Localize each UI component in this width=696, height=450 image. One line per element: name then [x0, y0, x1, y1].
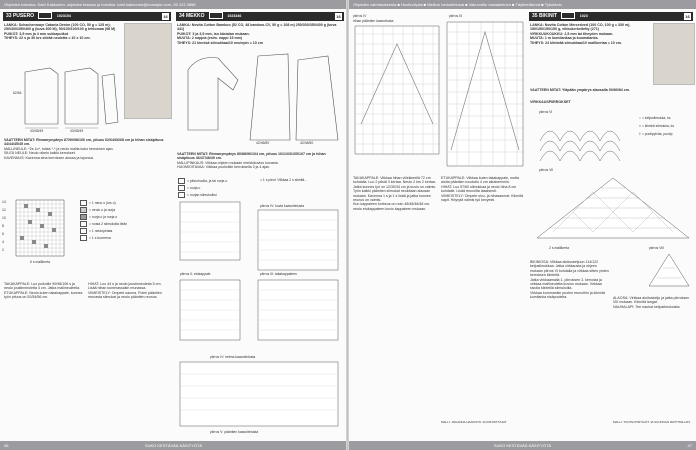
mekko-header	[176, 12, 344, 21]
left-page	[0, 0, 347, 450]
legend-item: = neulo o ja nurja	[80, 207, 115, 213]
legend-item: = nurja o ja nurja o	[80, 214, 117, 220]
svg-text:43/45/49: 43/45/49	[30, 129, 44, 133]
mekko-title: 34 MEKKO	[179, 13, 205, 19]
legend-note: = 1 s pieni: Viikkaa 2 s silmitä...	[260, 178, 308, 182]
bikini-photo	[653, 23, 695, 85]
legend-item: = pitsiohuolla, ja tai nurja o	[178, 178, 227, 184]
legend-item: = nosta 2 silmukoita ileän	[80, 221, 127, 227]
bikini-code: 1023	[579, 14, 588, 18]
middle-footnote: MALLI: JOHANNA HAAVISTO JA KIRJOITTAJAT	[441, 420, 507, 424]
pusero-body-col2: HIHAT: Luo 44 s ja neulo joustinneuletta 5 cm. Lisää hihan kummassakin reunassa. VIIMEISTELY: Ompele sauma. Poimi pääntien reunasta silmukat ja neulo pääntien reunus.	[88, 282, 162, 300]
chart-row-2: 2	[2, 248, 4, 252]
bikini-rep: 2 s mallikerta	[549, 246, 569, 250]
pusero-schematic	[10, 64, 120, 134]
difficulty-icon	[38, 12, 52, 19]
svg-text:42/46/50: 42/46/50	[300, 141, 314, 145]
chart-row-4: 4	[2, 240, 4, 244]
legend-item: = nurja o	[178, 185, 200, 191]
bikini-col2: ALAOSA: Virkkaa aloitusketju ja jatka piirroksen VIII mukaan. Kiinnitä langat. NAUHALAPI: Tee nauhat ketjusilmukoista.	[613, 296, 690, 309]
mekko-code: 1023346	[227, 14, 242, 18]
legend-item: = nurjan silmukoiksi	[178, 192, 217, 198]
mekko-measures: VAATTEEN MITAT: Rinnanympärys 80/88/96/104 cm, pituus 101/103/105/107 cm ja hihan sisäpituus 46/47/48/49 cm. MALLIPINKAUS: Viikkaa ohjeen mukaan merkkikuvion kuvasta. HUOMIOITAVAA: Viikkaa puolivälin kerroksella 3 ja 4 ajan.	[177, 152, 326, 170]
difficulty-icon	[561, 12, 575, 19]
legend-item: = 1 neulopintaa	[80, 228, 112, 234]
left-page-number: 46	[4, 443, 9, 448]
bikini-chart-1	[535, 116, 625, 166]
pusero-code: 1023154	[56, 14, 71, 18]
mekko-number: 16	[336, 14, 341, 19]
chart-caption: 6 s mallikerta	[30, 260, 50, 264]
bikini-number: 16	[685, 14, 690, 19]
right-page	[349, 0, 696, 450]
mekko-schematic	[178, 50, 344, 146]
bikini-caption-1: piirros VI	[539, 110, 553, 114]
pusero-body-col1: TAKAKAPPALE: Luo puikoille 90/98/106 s ja neulo joustinneuletta 4 cm. Jatka mallineuleella. ETUKAPPALE: Neulo kuten takakappale, kunnes työn pituus on 52/54/56 cm.	[4, 282, 83, 300]
legend-item: × = kiinteä silmukka, ks	[639, 124, 675, 128]
right-topbar: Ohjeiden valmistuksesta ■ Huolto/Apila ■ Meikun herkuttelusta ■ Vakuvoittu vastaaminen ■ Täytteellisenä ■ Tykohtelu	[349, 0, 696, 9]
legend-item: = 1 neuo o (krs o)	[80, 200, 116, 206]
mekko-label-hiha: piirros IV: kuvia kaavoitetusta	[260, 204, 304, 208]
mekko-charts	[178, 200, 344, 435]
pusero-photo	[124, 23, 172, 119]
middle-chart-right	[445, 20, 525, 170]
bikini-materials: LANKA: Novita Cotton Mercerized (100 CO, 100 g = 330 m), 150/150/150/150 g, vihkokerkeitetty (271) VIRKKUUKOUKKU: 2,5 mm tai tiheyden mukaan. MUUTA: 1 m kumilankaa ja kuumalanka. TIHEYS: 24 kiinteää silmukkaa/10 mallikertaa = 10 cm.	[530, 23, 631, 45]
svg-text:62/64: 62/64	[13, 91, 22, 95]
middle-fig-left: piirros IV	[353, 14, 367, 18]
chart-row-10: 10	[2, 216, 6, 220]
legend-item: ○ = ketjusilmukka, ks	[639, 116, 671, 120]
svg-text:43/45/49: 43/45/49	[70, 129, 84, 133]
svg-text:42/46/50: 42/46/50	[256, 141, 270, 145]
mekko-label-etu: piirros II: etukappale	[180, 272, 211, 276]
mekko-label-helma2: piirros V: pääntien kaavoitetusta	[210, 430, 259, 434]
left-footer: SUKO KESTÄVÄÄ KÄSITYÖTÄ 46	[0, 441, 347, 450]
right-footer: SUKO KESTÄVÄÄ KÄSITYÖTÄ 47	[349, 441, 696, 450]
chart-row-12: 12	[2, 208, 6, 212]
middle-chart-left	[353, 24, 441, 164]
bikini-caption-3: piirros VIII	[649, 246, 665, 250]
pusero-header	[3, 12, 171, 21]
right-page-number: 47	[687, 443, 692, 448]
bikini-col1: BIKINIOSA: Viikkaa aloitusketjuun 114/122 ketjusilmukkaa. Jatka virkkausta ja ohjeen mukaan piirros VI kohdalla ja virkkaa sitten yhden kerroksen kiinteitä. Jatka virkkaamalla 1. piirroksen 3. kerrosta ja virkkaa mallineuletta kuvion mukaan. Virkkaa sivulla kiinteillä silmukoilla. Virkkaa kummankin puolen reunoihin ja kiinnitä kumilanka sisäpuolelta.	[530, 260, 609, 300]
chart-row-8: 8	[2, 224, 4, 228]
pusero-number: 16	[163, 14, 168, 19]
bikini-footnote: MALLI: TUOTE PIIRTÄJÄT JA SUUNNAN MATTITELIJAT	[613, 420, 691, 424]
bikini-caption-2: piirros VII	[539, 168, 554, 172]
mekko-label-helma: piirros IV: helma kaavoitetusta	[210, 355, 256, 359]
chart-row-6: 6	[2, 232, 4, 236]
legend-item: = 1 s tuoreena	[80, 235, 111, 241]
bikini-chart-3	[645, 250, 693, 290]
pusero-measures: VAATTEEN MITAT: Rinnanympärys 87/90/98/106 cm, pituus 62/64/66/68 cm ja hihan sisäpituus 44/44/45/45 cm. MALLINEULE: *2s 1o*, toista *-* ja neulo mallia koko kerroksen ajan. SILEÄ NEULE: Neulo oikein kaikki kerrokset. KAVENNUS: Kavenna aina kerroksen alussa ja lopussa.	[4, 138, 164, 160]
legend-item: † = puolipylväs, puolip	[639, 132, 673, 136]
middle-fig-left-sub: hihan pääntien kaavoitusta	[353, 19, 394, 23]
middle-fig-right: piirros III	[449, 14, 462, 18]
mekko-label-taka: piirros III: takakappaleen	[260, 272, 297, 276]
chart-row-14: 14	[2, 200, 6, 204]
bikini-chart-2	[533, 172, 693, 244]
bikini-header	[529, 12, 693, 21]
pusero-title: 33 PUSERO	[6, 13, 35, 19]
pusero-materials: LANKA: Schachenmayr Catania Denim (100 CO, 50 g = 125 m); 250/300/350/400 g (kuva 300 M), 50/100/100/100 g tehtomaa (98 M) PUIKOT: 3,5 mm ja 4 mm sukkapuikot TIHEYS: 22 s ja 30 krs sileää neuletta = 10 x 10 cm.	[4, 23, 116, 41]
middle-col2: ETUKAPPALE: Viikkaa kuten takakappale, mutta aloita pääntien muotoilu 4 cm aikaisemmin. HIHAT: Luo 57/60 silmukkaa ja neulo hiha 8 cm kohdalle. Lisää reunoilta tasaisesti. VIIMEISTELY: Ompele sivu- ja hihasaumat. Kiinnitä napit. Höyrytä valmis työ kevyesti.	[441, 176, 524, 203]
mekko-materials: LANKA: Novita Cotton Bamboo (52 CO, 48 bamboo-CV, 50 g = 108 m) 250/300/350/400 g (kuva 441) PUIKOT: 3 ja 3,5 mm, iso käsialan mukaan. MUUTA: 2 nappia (esim. nappi 15 mm) TIHEYS: 21 kinnisä silmukkaa/10 neulepin = 10 cm	[177, 23, 337, 45]
bikini-chart-heading: VIRKKAUSPIIRROKSET	[530, 100, 571, 104]
bikini-measures: VAATTEEN MITAT: Yläpään ympärys alaosalla 90/80/84 cm.	[530, 88, 630, 92]
pusero-chart	[6, 198, 76, 266]
difficulty-icon	[209, 12, 223, 19]
left-topbar: Ohjeiden toteutus: Katri Kakkonen, ohjeiden testaus ja toimitus: katri.kakkonen@example.com, 05 123 3898	[0, 0, 347, 9]
bikini-title: 35 BIKINIT	[532, 13, 558, 19]
middle-col1: TAKAKAPPALE: Viikkaa hihan viilekkeellä 72 cm kohdalla. Luo 2 pitsiä 3 kertaa. Neulo 2 krs 2 kertaa. Jatka kunnes työ on 12/30/34 cm ja kuvio on valmis. Työn kaikki pääntien silmukat neulotaan alaosan mukaan. Kavenna 1 s ja 1 s lisää ja jatka kunnes reunus on valmis. Kun kappaleen korkeus on noin 48/48/48/48 cm, neulo etukappaleen kuvio kappaleen mukaan.	[353, 176, 437, 211]
